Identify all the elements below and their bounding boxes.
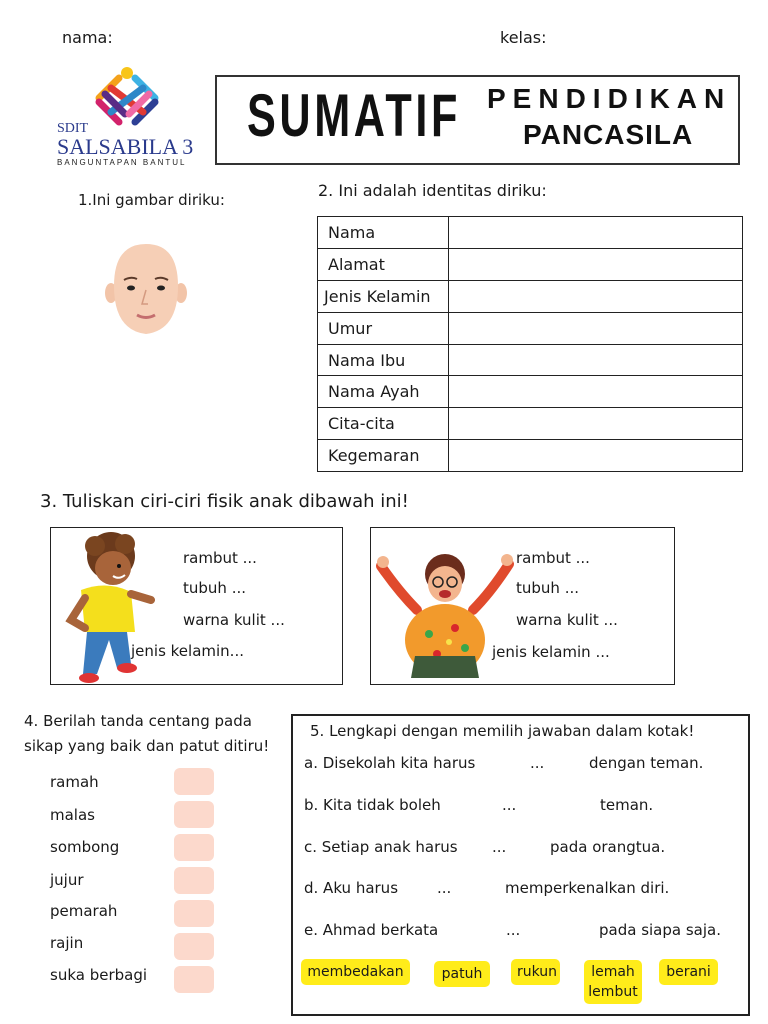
- attitude-checkbox[interactable]: [174, 966, 214, 993]
- identity-answer-cell[interactable]: [449, 248, 743, 280]
- answer-chip[interactable]: patuh: [434, 961, 490, 987]
- sentence-end: memperkenalkan diri.: [505, 879, 670, 897]
- identity-field-label: Nama Ibu: [318, 344, 449, 376]
- sentence-start: b. Kita tidak boleh: [304, 796, 441, 814]
- answer-chip[interactable]: rukun: [511, 959, 560, 985]
- identity-table: [317, 216, 743, 472]
- title-subject-1: PENDIDIKAN: [487, 83, 732, 114]
- trait-gender-boy: jenis kelamin...: [131, 642, 244, 660]
- name-label: nama:: [62, 28, 113, 47]
- identity-field-label: Kegemaran: [318, 440, 449, 472]
- sentence-blank[interactable]: ...: [437, 879, 452, 897]
- table-row: [318, 376, 743, 408]
- q1-label: 1.Ini gambar diriku:: [78, 191, 225, 209]
- attitude-label: sombong: [50, 838, 120, 856]
- identity-answer-cell[interactable]: [449, 376, 743, 408]
- trait-card-boy: [50, 527, 343, 685]
- sentence-blank[interactable]: ...: [492, 838, 507, 856]
- attitude-label: jujur: [50, 871, 84, 889]
- attitude-checkbox[interactable]: [174, 801, 214, 828]
- answer-chip-lemah-lembut[interactable]: [584, 960, 642, 1004]
- attitude-label: suka berbagi: [50, 966, 148, 984]
- sentence-start: d. Aku harus: [304, 879, 399, 897]
- sentence-end: pada siapa saja.: [599, 921, 721, 939]
- identity-field-label: Alamat: [318, 248, 449, 280]
- title-subject-2: PANCASILA: [523, 119, 694, 150]
- identity-answer-cell[interactable]: [449, 440, 743, 472]
- identity-field-label: Jenis Kelamin: [318, 280, 449, 312]
- table-row: [318, 408, 743, 440]
- sentence-end: teman.: [600, 796, 654, 814]
- sentence-start: a. Disekolah kita harus: [304, 754, 476, 772]
- table-row: [318, 280, 743, 312]
- sentence-start: e. Ahmad berkata: [304, 921, 439, 939]
- attitude-checkbox[interactable]: [174, 768, 214, 795]
- identity-field-label: Cita-cita: [318, 408, 449, 440]
- attitude-label: rajin: [50, 934, 84, 952]
- identity-answer-cell[interactable]: [449, 280, 743, 312]
- bald-face-icon: [104, 238, 188, 338]
- title-box: [215, 75, 740, 165]
- sentence-start: c. Setiap anak harus: [304, 838, 458, 856]
- answer-chip[interactable]: berani: [659, 959, 718, 985]
- trait-body-woman: tubuh ...: [516, 579, 579, 597]
- identity-answer-cell[interactable]: [449, 408, 743, 440]
- attitude-checkbox[interactable]: [174, 933, 214, 960]
- trait-hair-boy: rambut ...: [183, 549, 257, 567]
- identity-answer-cell[interactable]: [449, 312, 743, 344]
- answer-chip[interactable]: membedakan: [301, 959, 410, 985]
- trait-skin-boy: warna kulit ...: [183, 611, 285, 629]
- table-row: [318, 312, 743, 344]
- table-row: [318, 344, 743, 376]
- woman-illustration-icon: [375, 544, 515, 682]
- attitude-checkbox[interactable]: [174, 867, 214, 894]
- identity-field-label: Nama Ayah: [318, 376, 449, 408]
- identity-field-label: Umur: [318, 312, 449, 344]
- q2-label: 2. Ini adalah identitas diriku:: [318, 181, 547, 200]
- attitude-checkbox[interactable]: [174, 900, 214, 927]
- trait-skin-woman: warna kulit ...: [516, 611, 618, 629]
- table-row: [318, 248, 743, 280]
- sentence-blank[interactable]: ...: [506, 921, 521, 939]
- trait-card-woman: [370, 527, 675, 685]
- attitude-label: pemarah: [50, 902, 118, 920]
- class-label: kelas:: [500, 28, 547, 47]
- answer-chip-line: lemah: [591, 964, 635, 980]
- logo-text-sdit: SDIT: [57, 121, 89, 136]
- logo-text-location: BANGUNTAPAN BANTUL: [57, 158, 187, 167]
- trait-body-boy: tubuh ...: [183, 579, 246, 597]
- q4-label-line1: 4. Berilah tanda centang pada: [24, 712, 252, 730]
- q5-label: 5. Lengkapi dengan memilih jawaban dalam kotak!: [310, 722, 695, 740]
- school-logo: [55, 66, 215, 171]
- identity-answer-cell[interactable]: [449, 344, 743, 376]
- identity-answer-cell[interactable]: [449, 217, 743, 249]
- sentence-blank[interactable]: ...: [502, 796, 517, 814]
- table-row: [318, 440, 743, 472]
- sentence-blank[interactable]: ...: [530, 754, 545, 772]
- attitude-label: ramah: [50, 773, 99, 791]
- identity-field-label: Nama: [318, 217, 449, 249]
- table-row: [318, 217, 743, 249]
- attitude-label: malas: [50, 806, 95, 824]
- q4-label-line2: sikap yang baik dan patut ditiru!: [24, 737, 270, 755]
- logo-text-school: SALSABILA 3: [57, 134, 194, 159]
- sentence-end: dengan teman.: [589, 754, 704, 772]
- logo-emblem-icon: [89, 66, 165, 132]
- answer-chip-line: lembut: [588, 984, 638, 1000]
- attitude-checkbox[interactable]: [174, 834, 214, 861]
- title-main: SUMATIF: [247, 82, 461, 149]
- trait-gender-woman: jenis kelamin ...: [492, 643, 610, 661]
- trait-hair-woman: rambut ...: [516, 549, 590, 567]
- boy-illustration-icon: [51, 528, 161, 684]
- q3-label: 3. Tuliskan ciri-ciri fisik anak dibawah ini!: [40, 491, 409, 512]
- sentence-end: pada orangtua.: [550, 838, 666, 856]
